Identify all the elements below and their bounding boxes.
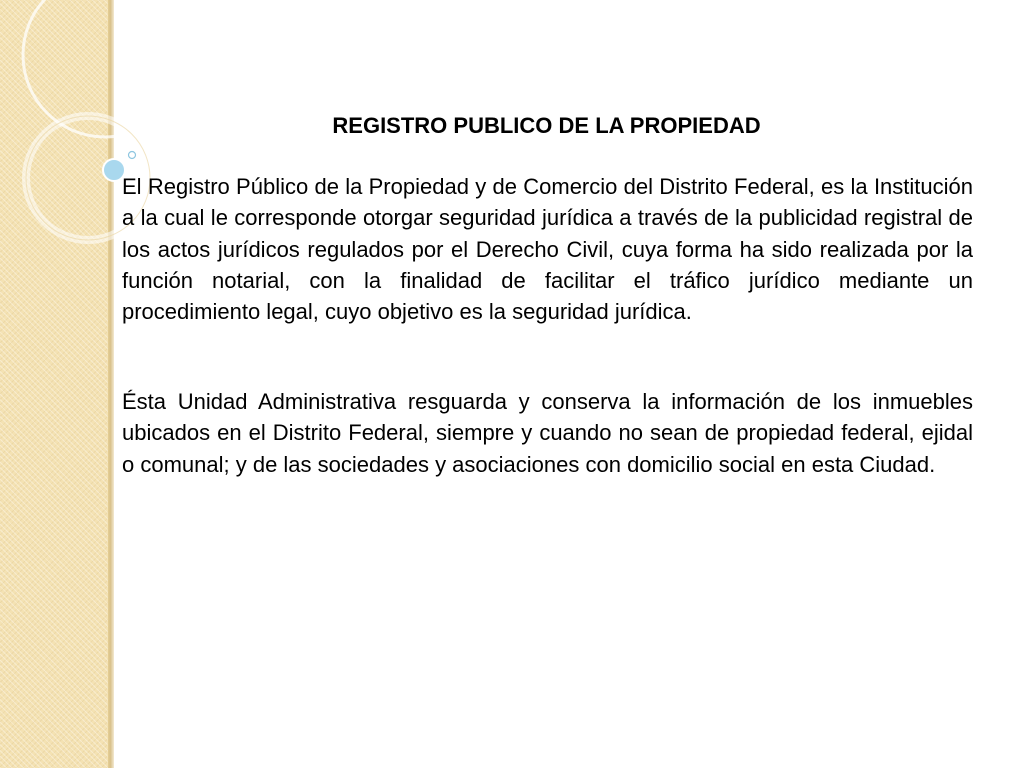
paragraph-unidad-administrativa: Ésta Unidad Administrativa resguarda y conserva la información de los inmuebles ubicados en el Distrito Federal, siempre y cuando no sean de propiedad federal, ejidal o comunal; y de las sociedades y asociaciones con domicilio social en esta Ciudad. [122, 389, 973, 477]
small-bullet-dot [129, 152, 136, 159]
paragraph-registro: El Registro Público de la Propiedad y de Comercio del Distrito Federal, es la Institución a la cual le corresponde otorgar seguridad jurídica a través de la publicidad registral de los actos jurídicos regulados por el Derecho Civil, cuya forma ha sido realizada por la función notarial, con la finalidad de facilitar el tráfico jurídico mediante un procedimiento legal, cuyo objetivo es la seguridad jurídica. [122, 174, 973, 325]
slide-title: REGISTRO PUBLICO DE LA PROPIEDAD [332, 113, 761, 138]
